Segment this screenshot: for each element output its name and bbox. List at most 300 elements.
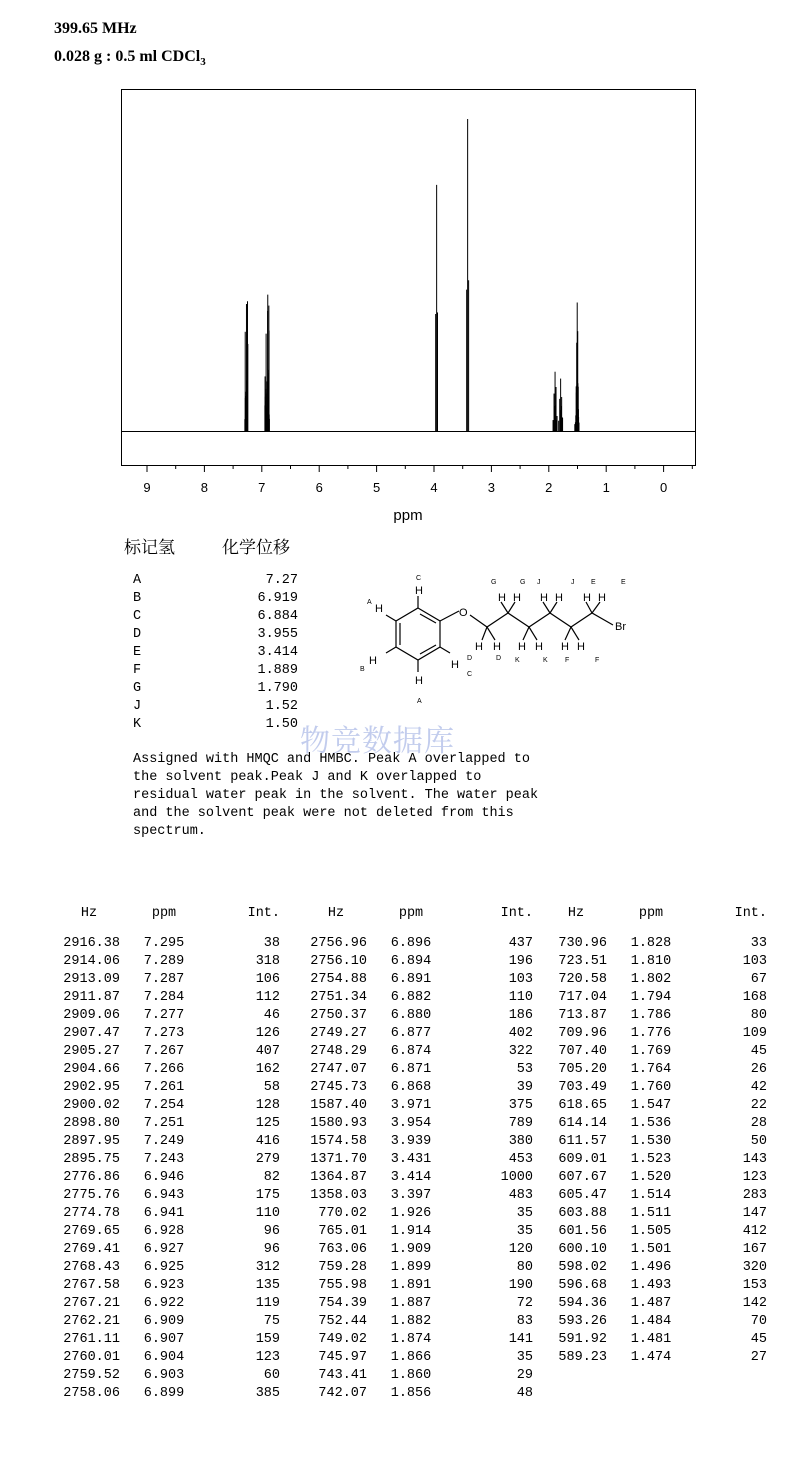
table-row xyxy=(305,1061,533,1079)
peak-ppm: 6.874 xyxy=(390,1044,432,1059)
peak-hz: 2767.58 xyxy=(63,1278,120,1293)
svg-text:H: H xyxy=(415,675,423,687)
peak-hz: 1574.58 xyxy=(310,1134,367,1149)
peak-intensity: 126 xyxy=(255,1026,280,1041)
assignment-row xyxy=(133,698,298,716)
peak-hz: 1364.87 xyxy=(310,1170,367,1185)
peak-hz: 2898.80 xyxy=(63,1116,120,1131)
peak-ppm: 1.530 xyxy=(630,1134,672,1149)
peak-ppm: 1.828 xyxy=(630,936,672,951)
peak-table-header: Hz xyxy=(80,906,98,921)
peak-hz: 603.88 xyxy=(558,1206,607,1221)
peak-ppm: 6.941 xyxy=(143,1206,185,1221)
svg-text:E: E xyxy=(621,579,626,586)
assignment-shift: 1.52 xyxy=(265,699,298,714)
label-G: G xyxy=(491,579,497,586)
peak-ppm: 6.922 xyxy=(143,1296,185,1311)
table-row xyxy=(305,1151,533,1169)
peak-ppm: 1.547 xyxy=(630,1098,672,1113)
table-row xyxy=(58,1295,280,1313)
peak-intensity: 175 xyxy=(255,1188,280,1203)
table-row xyxy=(545,1151,767,1169)
peak-hz: 2754.88 xyxy=(310,972,367,987)
peak-hz: 2750.37 xyxy=(310,1008,367,1023)
peak-ppm: 6.891 xyxy=(390,972,432,987)
peak-ppm: 6.943 xyxy=(143,1188,185,1203)
peak-hz: 703.49 xyxy=(558,1080,607,1095)
peak-ppm: 6.904 xyxy=(143,1350,185,1365)
assignment-label: F xyxy=(133,663,142,678)
x-tick-label: 5 xyxy=(372,480,381,495)
peak-hz: 2747.07 xyxy=(310,1062,367,1077)
peak-intensity: 48 xyxy=(516,1386,533,1401)
table-row xyxy=(545,1007,767,1025)
x-tick-label: 9 xyxy=(143,480,151,495)
assignment-row xyxy=(133,662,298,680)
peak-intensity: 168 xyxy=(742,990,767,1005)
peak-intensity: 45 xyxy=(750,1332,767,1347)
assignment-shift: 1.889 xyxy=(257,663,298,678)
peak-intensity: 483 xyxy=(508,1188,533,1203)
peak-intensity: 412 xyxy=(742,1224,767,1239)
assignment-label: A xyxy=(133,573,142,588)
peak-ppm: 1.856 xyxy=(390,1386,432,1401)
assignment-label: J xyxy=(133,699,142,714)
svg-text:J: J xyxy=(571,579,575,586)
peak-hz: 2904.66 xyxy=(63,1062,120,1077)
peak-ppm: 7.254 xyxy=(143,1098,185,1113)
peak-table-header: Int. xyxy=(500,906,533,921)
peak-ppm: 6.899 xyxy=(143,1386,185,1401)
table-row xyxy=(305,1241,533,1259)
table-row xyxy=(58,1205,280,1223)
peak-hz: 609.01 xyxy=(558,1152,607,1167)
table-row xyxy=(305,953,533,971)
peak-ppm: 3.431 xyxy=(390,1152,432,1167)
peak-ppm: 7.273 xyxy=(143,1026,185,1041)
label-C: C xyxy=(416,575,422,582)
peak-hz: 2748.29 xyxy=(310,1044,367,1059)
peak-intensity: 380 xyxy=(508,1134,533,1149)
table-row xyxy=(305,1187,533,1205)
peak-hz: 611.57 xyxy=(558,1134,607,1149)
peak-ppm: 1.914 xyxy=(390,1224,432,1239)
peak-hz: 607.67 xyxy=(558,1170,607,1185)
svg-text:C: C xyxy=(467,671,473,678)
peak-hz: 765.01 xyxy=(318,1224,367,1239)
table-row xyxy=(58,1277,280,1295)
table-row xyxy=(58,1367,280,1385)
peak-ppm: 3.971 xyxy=(390,1098,432,1113)
assignment-shift: 6.919 xyxy=(257,591,298,606)
peak-ppm: 1.484 xyxy=(630,1314,672,1329)
peak-intensity: 279 xyxy=(255,1152,280,1167)
table-row xyxy=(305,1259,533,1277)
peak-ppm: 3.397 xyxy=(390,1188,432,1203)
peak-hz: 2760.01 xyxy=(63,1350,120,1365)
table-row xyxy=(58,1115,280,1133)
peak-intensity: 283 xyxy=(742,1188,767,1203)
peak-ppm: 1.514 xyxy=(630,1188,672,1203)
peak-hz: 2905.27 xyxy=(63,1044,120,1059)
peak-intensity: 72 xyxy=(516,1296,533,1311)
watermark: 物竞数据库 xyxy=(300,724,455,759)
peak-intensity: 80 xyxy=(516,1260,533,1275)
plot-frame xyxy=(122,90,696,466)
peak-intensity: 27 xyxy=(750,1350,767,1365)
peak-intensity: 789 xyxy=(508,1116,533,1131)
peak-table-header-row xyxy=(58,903,280,925)
peak-ppm: 1.493 xyxy=(630,1278,672,1293)
peak-intensity: 128 xyxy=(255,1098,280,1113)
table-row xyxy=(305,1007,533,1025)
table-row xyxy=(545,989,767,1007)
peak-intensity: 103 xyxy=(742,954,767,969)
peak-ppm: 3.939 xyxy=(390,1134,432,1149)
peak-intensity: 142 xyxy=(742,1296,767,1311)
peak-hz: 742.07 xyxy=(318,1386,367,1401)
table-row xyxy=(545,1223,767,1241)
assignment-label: B xyxy=(133,591,142,606)
x-tick-label: 2 xyxy=(545,480,553,495)
table-row xyxy=(545,1187,767,1205)
peak-intensity: 159 xyxy=(255,1332,280,1347)
svg-text:D: D xyxy=(496,655,502,662)
table-row xyxy=(58,1097,280,1115)
table-row xyxy=(58,1151,280,1169)
peak-ppm: 6.871 xyxy=(390,1062,432,1077)
peak-intensity: 35 xyxy=(516,1224,533,1239)
peak-ppm: 1.882 xyxy=(390,1314,432,1329)
peak-intensity: 53 xyxy=(516,1062,533,1077)
assignment-header-shift: 化学位移 xyxy=(222,538,290,558)
peak-ppm: 1.926 xyxy=(390,1206,432,1221)
table-row xyxy=(58,1025,280,1043)
peak-hz: 2895.75 xyxy=(63,1152,120,1167)
peak-hz: 763.06 xyxy=(318,1242,367,1257)
peak-ppm: 7.261 xyxy=(143,1080,185,1095)
assignment-shift: 3.955 xyxy=(257,627,298,642)
peak-intensity: 147 xyxy=(742,1206,767,1221)
table-row xyxy=(545,971,767,989)
peak-intensity: 385 xyxy=(255,1386,280,1401)
table-row xyxy=(305,1313,533,1331)
table-row xyxy=(545,1097,767,1115)
peak-hz: 755.98 xyxy=(318,1278,367,1293)
peak-intensity: 80 xyxy=(750,1008,767,1023)
peak-hz: 2914.06 xyxy=(63,954,120,969)
svg-text:A: A xyxy=(367,599,372,606)
peak-ppm: 6.868 xyxy=(390,1080,432,1095)
peak-hz: 2900.02 xyxy=(63,1098,120,1113)
peak-intensity: 96 xyxy=(263,1242,280,1257)
peak-ppm: 1.891 xyxy=(390,1278,432,1293)
peak-hz: 1371.70 xyxy=(310,1152,367,1167)
svg-text:F: F xyxy=(595,657,600,664)
table-row xyxy=(545,935,767,953)
table-row xyxy=(305,1133,533,1151)
assignment-shift: 1.50 xyxy=(265,717,298,732)
table-row xyxy=(305,1367,533,1385)
table-row xyxy=(545,953,767,971)
peak-hz: 1358.03 xyxy=(310,1188,367,1203)
table-row xyxy=(305,1349,533,1367)
table-row xyxy=(305,1025,533,1043)
assignment-shift: 3.414 xyxy=(257,645,298,660)
table-row xyxy=(545,1133,767,1151)
peak-hz: 730.96 xyxy=(558,936,607,951)
peak-intensity: 46 xyxy=(263,1008,280,1023)
peak-intensity: 112 xyxy=(255,990,280,1005)
label-B: B xyxy=(360,666,365,673)
peak-hz: 2916.38 xyxy=(63,936,120,951)
peak-intensity: 190 xyxy=(508,1278,533,1293)
label-F: F xyxy=(565,657,570,664)
svg-text:H: H xyxy=(415,585,423,597)
peak-intensity: 125 xyxy=(255,1116,280,1131)
peak-ppm: 1.786 xyxy=(630,1008,672,1023)
table-row xyxy=(58,1313,280,1331)
peak-ppm: 7.266 xyxy=(143,1062,185,1077)
table-row xyxy=(58,1061,280,1079)
peak-intensity: 82 xyxy=(263,1170,280,1185)
svg-text:H: H xyxy=(540,592,548,604)
peak-ppm: 7.287 xyxy=(143,972,185,987)
peak-intensity: 103 xyxy=(508,972,533,987)
peak-intensity: 110 xyxy=(508,990,533,1005)
label-E: E xyxy=(591,579,596,586)
peak-intensity: 22 xyxy=(750,1098,767,1113)
table-row xyxy=(545,1241,767,1259)
peak-hz: 1587.40 xyxy=(310,1098,367,1113)
peak-hz: 2909.06 xyxy=(63,1008,120,1023)
label-J: J xyxy=(537,579,541,586)
table-row xyxy=(305,1295,533,1313)
peak-ppm: 6.877 xyxy=(390,1026,432,1041)
table-row xyxy=(545,1079,767,1097)
peak-ppm: 6.923 xyxy=(143,1278,185,1293)
peak-intensity: 58 xyxy=(263,1080,280,1095)
peak-intensity: 35 xyxy=(516,1350,533,1365)
peak-hz: 2749.27 xyxy=(310,1026,367,1041)
peak-hz: 759.28 xyxy=(318,1260,367,1275)
peak-intensity: 50 xyxy=(750,1134,767,1149)
assignment-label: D xyxy=(133,627,142,642)
svg-text:H: H xyxy=(561,641,569,653)
peak-hz: 2769.41 xyxy=(63,1242,120,1257)
table-row xyxy=(305,1169,533,1187)
peak-ppm: 1.860 xyxy=(390,1368,432,1383)
peak-intensity: 33 xyxy=(750,936,767,951)
peak-ppm: 1.874 xyxy=(390,1332,432,1347)
table-row xyxy=(305,1115,533,1133)
peak-table-header: Int. xyxy=(734,906,767,921)
peak-hz: 2758.06 xyxy=(63,1386,120,1401)
peak-table-header: ppm xyxy=(151,906,177,921)
svg-text:H: H xyxy=(577,641,585,653)
peak-intensity: 60 xyxy=(263,1368,280,1383)
peak-ppm: 6.909 xyxy=(143,1314,185,1329)
label-K: K xyxy=(515,657,520,664)
peak-ppm: 6.880 xyxy=(390,1008,432,1023)
peak-hz: 618.65 xyxy=(558,1098,607,1113)
peak-intensity: 375 xyxy=(508,1098,533,1113)
peak-hz: 705.20 xyxy=(558,1062,607,1077)
peak-ppm: 1.776 xyxy=(630,1026,672,1041)
peak-ppm: 1.760 xyxy=(630,1080,672,1095)
table-row xyxy=(305,1097,533,1115)
assignment-shift: 6.884 xyxy=(257,609,298,624)
peak-intensity: 110 xyxy=(255,1206,280,1221)
peak-hz: 770.02 xyxy=(318,1206,367,1221)
peak-table-col1 xyxy=(58,903,280,1403)
svg-text:H: H xyxy=(583,592,591,604)
peak-intensity: 1000 xyxy=(500,1170,533,1185)
assignment-label: E xyxy=(133,645,142,660)
peak-intensity: 39 xyxy=(516,1080,533,1095)
peak-hz: 720.58 xyxy=(558,972,607,987)
peak-intensity: 38 xyxy=(263,936,280,951)
oxygen-atom: O xyxy=(459,607,468,619)
label-A: A xyxy=(417,698,422,705)
peak-hz: 2768.43 xyxy=(63,1260,120,1275)
table-row xyxy=(545,1115,767,1133)
peak-ppm: 7.289 xyxy=(143,954,185,969)
peak-intensity: 29 xyxy=(516,1368,533,1383)
peak-hz: 2911.87 xyxy=(63,990,120,1005)
peak-intensity: 96 xyxy=(263,1224,280,1239)
peak-ppm: 6.928 xyxy=(143,1224,185,1239)
peak-hz: 1580.93 xyxy=(310,1116,367,1131)
svg-text:K: K xyxy=(543,657,548,664)
peak-ppm: 6.907 xyxy=(143,1332,185,1347)
peak-table-header: ppm xyxy=(398,906,424,921)
peak-hz: 723.51 xyxy=(558,954,607,969)
peak-table-col2 xyxy=(305,903,533,1403)
peak-ppm: 1.764 xyxy=(630,1062,672,1077)
peak-hz: 717.04 xyxy=(558,990,607,1005)
peak-intensity: 67 xyxy=(750,972,767,987)
peak-intensity: 83 xyxy=(516,1314,533,1329)
peak-hz: 709.96 xyxy=(558,1026,607,1041)
peak-ppm: 6.946 xyxy=(143,1170,185,1185)
peak-hz: 2759.52 xyxy=(63,1368,120,1383)
peak-hz: 2762.21 xyxy=(63,1314,120,1329)
svg-text:H: H xyxy=(475,641,483,653)
peak-intensity: 322 xyxy=(508,1044,533,1059)
peak-ppm: 1.887 xyxy=(390,1296,432,1311)
molecule-structure xyxy=(355,570,645,710)
assignment-label: G xyxy=(133,681,142,696)
table-row xyxy=(58,1169,280,1187)
assignment-label: K xyxy=(133,717,142,732)
peak-ppm: 1.520 xyxy=(630,1170,672,1185)
peak-ppm: 6.927 xyxy=(143,1242,185,1257)
label-D: D xyxy=(467,655,473,662)
peak-intensity: 109 xyxy=(742,1026,767,1041)
peak-hz: 2751.34 xyxy=(310,990,367,1005)
assignment-label: C xyxy=(133,609,142,624)
svg-text:H: H xyxy=(451,659,459,671)
peak-hz: 2767.21 xyxy=(63,1296,120,1311)
assignment-list xyxy=(133,572,298,734)
peak-ppm: 6.882 xyxy=(390,990,432,1005)
peak-intensity: 42 xyxy=(750,1080,767,1095)
x-axis-ticks xyxy=(143,465,692,495)
peak-intensity: 312 xyxy=(255,1260,280,1275)
table-row xyxy=(545,1331,767,1349)
assignment-row xyxy=(133,608,298,626)
peak-intensity: 186 xyxy=(508,1008,533,1023)
peak-hz: 749.02 xyxy=(318,1332,367,1347)
assignment-header-label: 标记氢 xyxy=(124,538,175,558)
svg-text:H: H xyxy=(375,603,383,615)
peak-hz: 593.26 xyxy=(558,1314,607,1329)
peak-ppm: 6.925 xyxy=(143,1260,185,1275)
svg-text:H: H xyxy=(535,641,543,653)
assignment-row xyxy=(133,572,298,590)
peak-intensity: 407 xyxy=(255,1044,280,1059)
peak-intensity: 320 xyxy=(742,1260,767,1275)
peak-intensity: 437 xyxy=(508,936,533,951)
table-row xyxy=(58,953,280,971)
peak-hz: 605.47 xyxy=(558,1188,607,1203)
peak-hz: 2769.65 xyxy=(63,1224,120,1239)
table-row xyxy=(545,1295,767,1313)
svg-text:H: H xyxy=(498,592,506,604)
table-row xyxy=(305,1223,533,1241)
peak-ppm: 1.909 xyxy=(390,1242,432,1257)
peak-intensity: 45 xyxy=(750,1044,767,1059)
assignment-row xyxy=(133,590,298,608)
peak-hz: 2907.47 xyxy=(63,1026,120,1041)
table-row xyxy=(58,1259,280,1277)
peak-ppm: 1.523 xyxy=(630,1152,672,1167)
peak-ppm: 7.251 xyxy=(143,1116,185,1131)
peak-hz: 600.10 xyxy=(558,1242,607,1257)
peak-hz: 2756.96 xyxy=(310,936,367,951)
peak-ppm: 1.487 xyxy=(630,1296,672,1311)
peak-hz: 743.41 xyxy=(318,1368,367,1383)
peak-ppm: 7.267 xyxy=(143,1044,185,1059)
assignment-row xyxy=(133,626,298,644)
assignment-note: Assigned with HMQC and HMBC. Peak A overlapped to the solvent peak.Peak J and K overlapped to residual water peak in the solvent. The water peak and the solvent peak were not deleted from this spectrum. xyxy=(133,752,539,839)
svg-text:H: H xyxy=(513,592,521,604)
table-row xyxy=(545,1259,767,1277)
svg-text:H: H xyxy=(555,592,563,604)
peak-ppm: 6.894 xyxy=(390,954,432,969)
table-row xyxy=(58,935,280,953)
table-row xyxy=(305,1043,533,1061)
assignment-row xyxy=(133,680,298,698)
peak-hz: 589.23 xyxy=(558,1350,607,1365)
table-row xyxy=(545,1277,767,1295)
peak-intensity: 120 xyxy=(508,1242,533,1257)
x-tick-label: 0 xyxy=(659,480,668,495)
table-row xyxy=(545,1205,767,1223)
table-row xyxy=(58,989,280,1007)
peak-intensity: 402 xyxy=(508,1026,533,1041)
peak-hz: 707.40 xyxy=(558,1044,607,1059)
peak-ppm: 3.954 xyxy=(390,1116,432,1131)
table-row xyxy=(58,1079,280,1097)
table-row xyxy=(58,1223,280,1241)
peak-hz: 594.36 xyxy=(558,1296,607,1311)
peak-intensity: 318 xyxy=(255,954,280,969)
table-row xyxy=(545,1043,767,1061)
peak-table-header: Int. xyxy=(247,906,280,921)
peak-intensity: 143 xyxy=(742,1152,767,1167)
